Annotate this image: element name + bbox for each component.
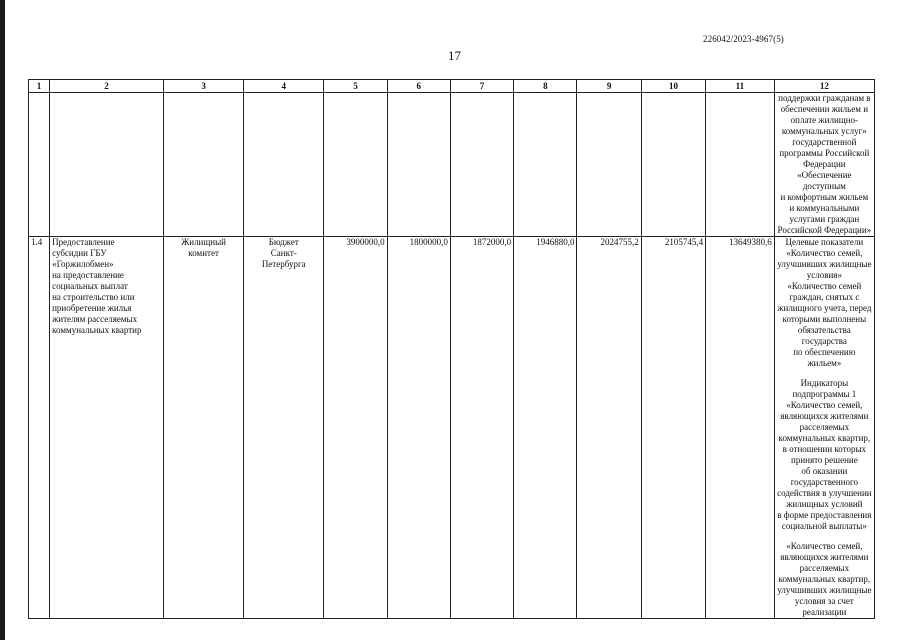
text-line: государственной [792,137,857,147]
text-line: поддержки гражданам в [778,93,871,103]
text-line: являющихся жителями [780,552,869,562]
text-line: расселяемых [799,422,850,432]
executor-cell [164,237,244,619]
text-line: оплате жилищно- [790,115,859,125]
empty-cell [29,93,50,237]
text-line: услугами граждан [789,214,860,224]
empty-cell [706,93,775,237]
text-line: жителям расселяемых [52,314,138,324]
text-line: государственного [790,477,858,487]
text-line: улучшивших жилищные [777,259,872,269]
amount-cell: 1946880,0 [514,237,577,619]
amount-cell: 1800000,0 [387,237,450,619]
text-line: подпрограммы 1 [792,389,857,399]
text-line: «Количество семей, [786,541,863,551]
column-number-header: 12 [774,80,874,93]
empty-cell [450,93,513,237]
text-line: Федерации «Обеспечение [797,159,852,180]
text-line: коммунальных квартир, [778,433,871,443]
empty-cell [244,93,324,237]
empty-cell [324,93,387,237]
column-number-header: 5 [324,80,387,93]
amount-cell: 2105745,4 [641,237,705,619]
empty-cell [50,93,164,237]
indicators-cell [774,237,874,619]
amount-cell: 3900000,0 [324,237,387,619]
column-number-header: 9 [577,80,641,93]
table-row-1-4 [29,237,875,619]
page-number: 17 [448,48,461,63]
text-line: жилищного учета, перед [777,303,872,313]
subprogram-indicators-continued [777,541,872,618]
column-number-header: 10 [641,80,705,93]
text-line: в форме предоставления [777,510,872,520]
subprogram-indicators [777,378,872,532]
scan-edge [0,0,5,640]
text-line: условия» [806,270,842,280]
empty-cell [514,93,577,237]
amount-cell: 2024755,2 [577,237,641,619]
text-line: доступным [802,181,846,191]
text-line: приобретение жилья [52,303,132,313]
text-line: улучшивших жилищные [777,585,872,595]
text-line: «Количество семей, [786,400,863,410]
column-number-header: 8 [514,80,577,93]
empty-cell [387,93,450,237]
program-table [28,79,875,619]
empty-cell [164,93,244,237]
document-number: 226042/2023-4967(5) [703,34,784,44]
text-line: Российской Федерации» [777,225,872,235]
text-line: Жилищный [181,237,226,247]
text-line: жилищных условий [786,499,863,509]
text-line: Предоставление [52,237,115,247]
text-line: Индикаторы [800,378,849,388]
text-line: принято решение [791,455,858,465]
text-line: программы Российской [779,148,870,158]
text-line: «Количество семей, [786,248,863,258]
table-header-row [29,80,875,93]
text-line: Петербурга [261,259,306,269]
total-amount-cell: 13649380,6 [706,237,775,619]
text-line: коммунальных квартир [52,325,142,335]
text-line: социальных выплат [52,281,128,291]
column-number-header: 4 [244,80,324,93]
amount-cell: 1872000,0 [450,237,513,619]
text-line: являющихся жителями [780,411,869,421]
funding-source-cell [244,237,324,619]
text-line: расселяемых [799,563,850,573]
text-line: «Количество семей [787,281,862,291]
text-line: в отношении которых [782,444,867,454]
text-line: которыми выполнены [782,314,867,324]
text-line: Санкт- [270,248,297,258]
text-line: коммунальных квартир, [778,574,871,584]
column-number-header: 3 [164,80,244,93]
text-line: «Горжилобмен» [52,259,114,269]
text-line: Целевые показатели [785,237,864,247]
text-line: социальной выплаты» [781,521,867,531]
text-line: и коммунальными [789,203,860,213]
target-indicators [777,237,872,369]
indicators-cell-continued [774,93,874,237]
text-line: на строительство или [52,292,135,302]
column-number-header: 6 [387,80,450,93]
text-line: обеспечении жильем и [780,104,869,114]
text-line: субсидии ГБУ [52,248,107,258]
column-number-header: 11 [706,80,775,93]
text-line: обязательства государства [797,325,851,346]
text-line: граждан, снятых с [789,292,860,302]
column-number-header: 2 [50,80,164,93]
text-line: комитет [188,248,219,258]
empty-cell [641,93,705,237]
text-line: на предоставление [52,270,124,280]
text-line: Бюджет [268,237,299,247]
text-line: коммунальных услуг» [781,126,867,136]
text-line: содействия в улучшении [777,488,872,498]
text-line: по обеспечению жильем» [793,347,856,368]
text-line: об оказании [801,466,848,476]
row-number: 1.4 [29,237,50,619]
empty-cell [577,93,641,237]
text-line: условия за счет реализации [794,596,854,617]
text-line: и комфортным жильем [780,192,869,202]
measure-name-cell [50,237,164,619]
table-row-continuation [29,93,875,237]
column-number-header: 1 [29,80,50,93]
column-number-header: 7 [450,80,513,93]
